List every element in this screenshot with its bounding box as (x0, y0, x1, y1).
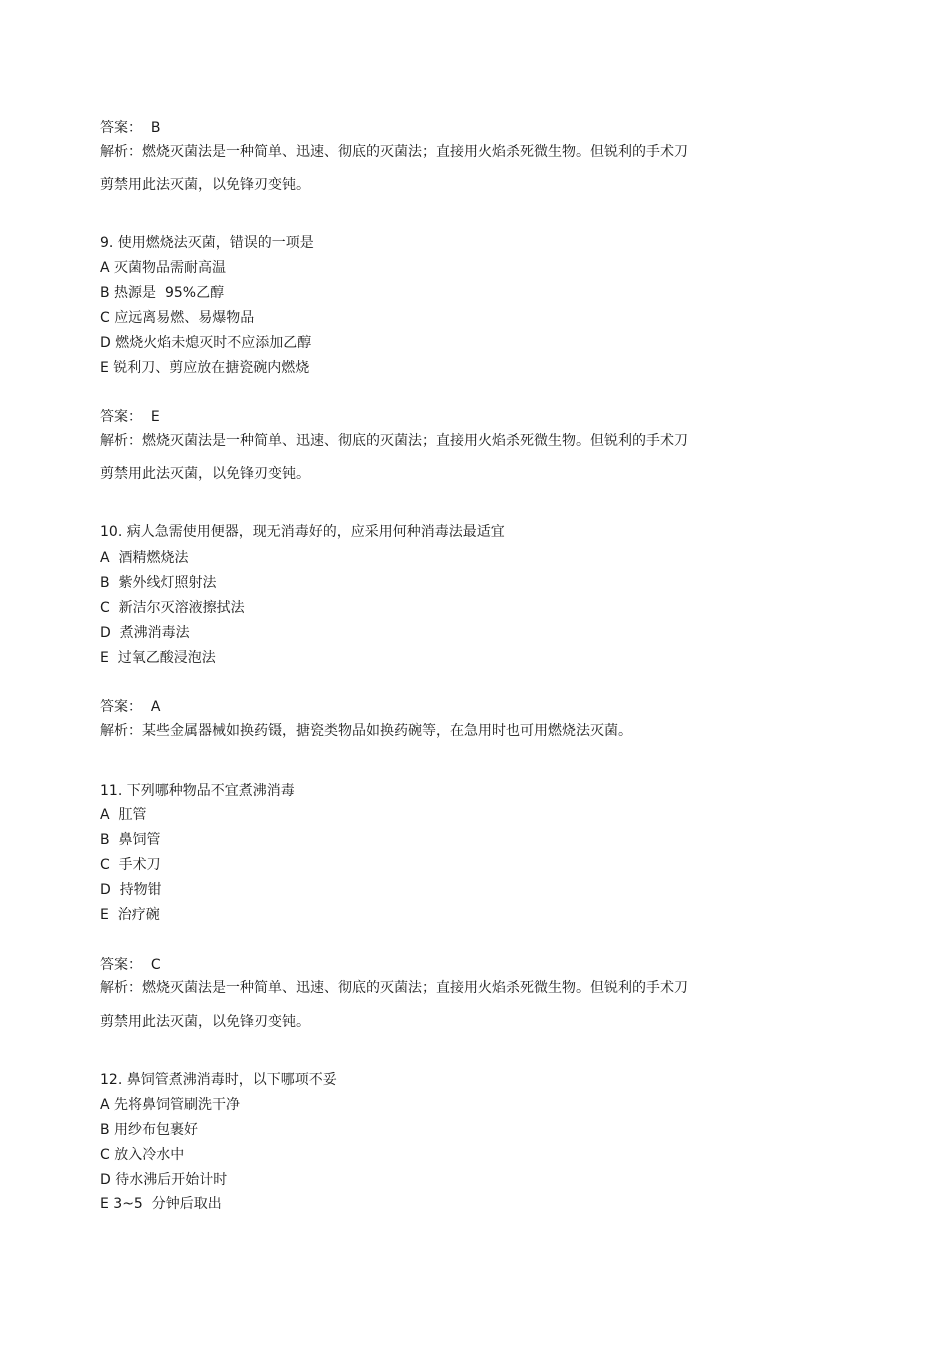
option-12-a: A 先将鼻饲管刷洗干净 (100, 1097, 241, 1113)
explanation-9-line-2: 剪禁用此法灭菌，以免锋刃变钝。 (100, 466, 310, 482)
option-9-e: E 锐利刀、剪应放在搪瓷碗内燃烧 (100, 360, 310, 376)
option-10-c: C 新洁尔灭溶液擦拭法 (100, 600, 245, 616)
option-11-b: B 鼻饲管 (100, 832, 161, 848)
option-9-d: D 燃烧火焰未熄灭时不应添加乙醇 (100, 335, 312, 351)
answer-10: 答案： A (100, 699, 161, 715)
explanation-11-line-1: 解析：燃烧灭菌法是一种简单、迅速、彻底的灭菌法；直接用火焰杀死微生物。但锐利的手术刀 (100, 980, 688, 996)
answer-8: 答案： B (100, 120, 161, 136)
option-9-c: C 应远离易燃、易爆物品 (100, 310, 255, 326)
explanation-8-line-1: 解析：燃烧灭菌法是一种简单、迅速、彻底的灭菌法；直接用火焰杀死微生物。但锐利的手术刀 (100, 144, 688, 160)
option-12-c: C 放入冷水中 (100, 1147, 185, 1163)
option-11-a: A 肛管 (100, 807, 147, 823)
option-9-b: B 热源是 95%乙醇 (100, 285, 225, 301)
answer-9: 答案： E (100, 409, 160, 425)
question-9: 9. 使用燃烧法灭菌，错误的一项是 (100, 235, 314, 251)
option-11-e: E 治疗碗 (100, 907, 160, 923)
question-12: 12. 鼻饲管煮沸消毒时，以下哪项不妥 (100, 1072, 337, 1088)
explanation-8-line-2: 剪禁用此法灭菌，以免锋刃变钝。 (100, 177, 310, 193)
option-10-e: E 过氧乙酸浸泡法 (100, 650, 216, 666)
option-11-c: C 手术刀 (100, 857, 161, 873)
explanation-10-line-1: 解析：某些金属器械如换药镊，搪瓷类物品如换药碗等，在急用时也可用燃烧法灭菌。 (100, 723, 632, 739)
question-11: 11. 下列哪种物品不宜煮沸消毒 (100, 783, 295, 799)
option-10-d: D 煮沸消毒法 (100, 625, 190, 641)
option-12-b: B 用纱布包裹好 (100, 1122, 199, 1138)
answer-11: 答案： C (100, 957, 161, 973)
option-11-d: D 持物钳 (100, 882, 162, 898)
option-12-e: E 3~5 分钟后取出 (100, 1196, 222, 1212)
option-12-d: D 待水沸后开始计时 (100, 1172, 228, 1188)
question-10: 10. 病人急需使用便器，现无消毒好的，应采用何种消毒法最适宜 (100, 524, 505, 540)
option-10-a: A 酒精燃烧法 (100, 550, 189, 566)
option-9-a: A 灭菌物品需耐高温 (100, 260, 227, 276)
explanation-9-line-1: 解析：燃烧灭菌法是一种简单、迅速、彻底的灭菌法；直接用火焰杀死微生物。但锐利的手术刀 (100, 433, 688, 449)
explanation-11-line-2: 剪禁用此法灭菌，以免锋刃变钝。 (100, 1014, 310, 1030)
option-10-b: B 紫外线灯照射法 (100, 575, 217, 591)
